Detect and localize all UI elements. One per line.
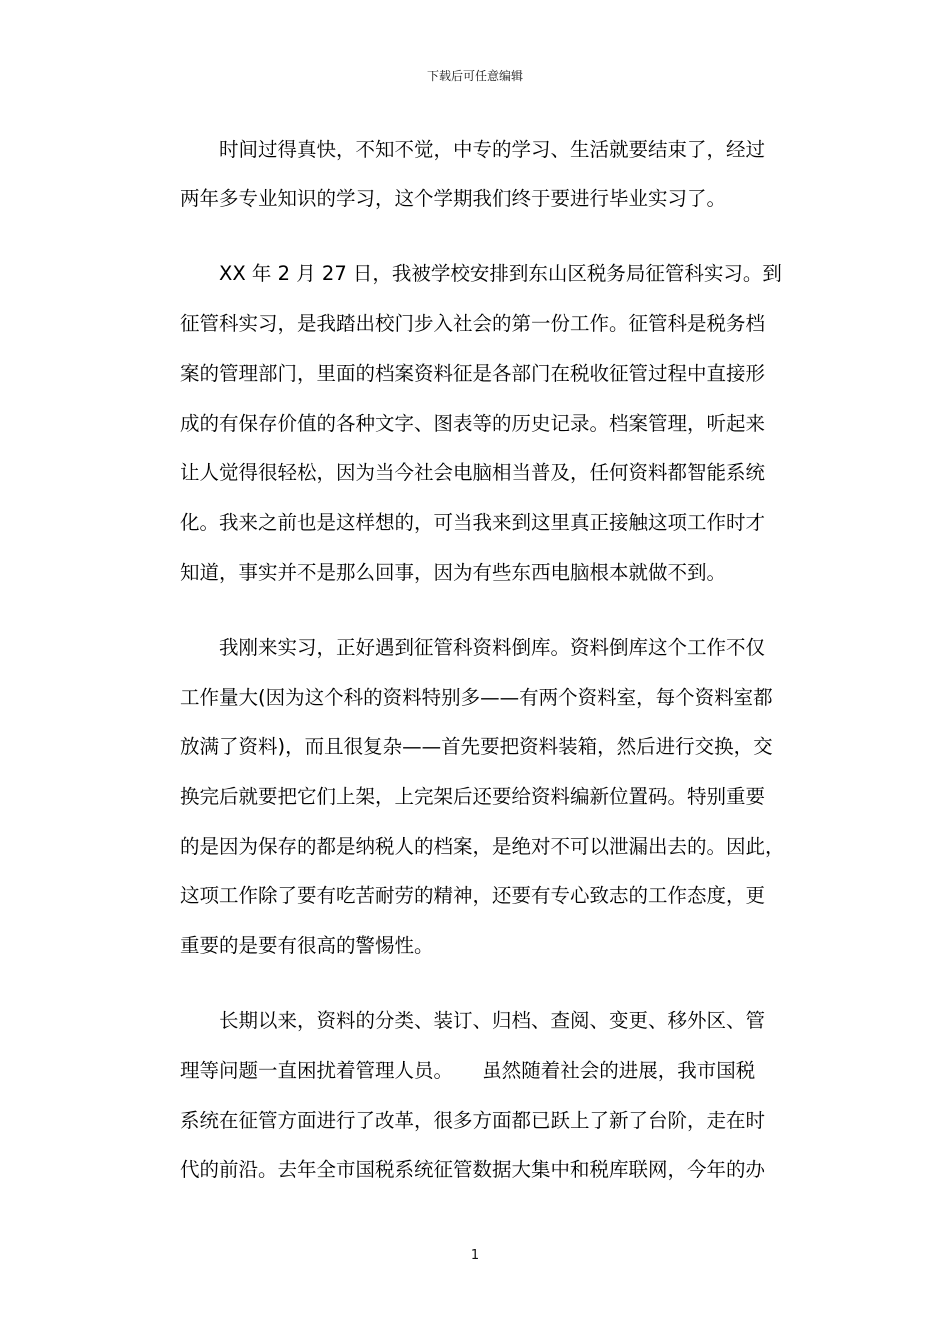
paragraph-4-line-4: 代的前沿。去年全市国税系统征管数据大集中和税库联网，今年的办	[180, 1158, 766, 1181]
paragraph-4-line-2: 理等问题一直困扰着管理人员。 虽然随着社会的进展，我市国税	[180, 1059, 756, 1082]
paragraph-3-line-3: 放满了资料)，而且很复杂——首先要把资料装箱，然后进行交换，交	[180, 735, 773, 758]
paragraph-2-line-5: 让人觉得很轻松，因为当今社会电脑相当普及，任何资料都智能系统	[180, 461, 766, 484]
paragraph-1-line-1: 时间过得真快，不知不觉，中专的学习、生活就要结束了，经过	[219, 138, 766, 161]
paragraph-2-line-4: 成的有保存价值的各种文字、图表等的历史记录。档案管理，听起来	[180, 412, 766, 435]
paragraph-2-line-2: 征管科实习，是我踏出校门步入社会的第一份工作。征管科是税务档	[180, 312, 766, 335]
paragraph-1-line-2: 两年多专业知识的学习，这个学期我们终于要进行毕业实习了。	[180, 187, 727, 210]
paragraph-3-line-6: 这项工作除了要有吃苦耐劳的精神，还要有专心致志的工作态度，更	[180, 884, 766, 907]
paragraph-3-line-7: 重要的是要有很高的警惕性。	[180, 934, 434, 957]
page-header: 下载后可任意编辑	[426, 69, 523, 83]
paragraph-2-line-7: 知道，事实并不是那么回事，因为有些东西电脑根本就做不到。	[180, 561, 727, 584]
paragraph-3-line-4: 换完后就要把它们上架，上完架后还要给资料编新位置码。特别重要	[180, 785, 766, 808]
paragraph-2-line-1: XX 年 2 月 27 日，我被学校安排到东山区税务局征管科实习。到	[219, 262, 782, 285]
paragraph-2-line-6: 化。我来之前也是这样想的，可当我来到这里真正接触这项工作时才	[180, 511, 766, 534]
paragraph-4-line-1: 长期以来，资料的分类、装订、归档、查阅、变更、移外区、管	[219, 1009, 766, 1032]
page-number: 1	[470, 1248, 480, 1263]
paragraph-4-line-3: 系统在征管方面进行了改革，很多方面都已跃上了新了台阶，走在时	[180, 1109, 766, 1132]
paragraph-2-line-3: 案的管理部门，里面的档案资料征是各部门在税收征管过程中直接形	[180, 362, 766, 385]
paragraph-3-line-5: 的是因为保存的都是纳税人的档案，是绝对不可以泄漏出去的。因此，	[180, 835, 785, 858]
paragraph-3-line-2: 工作量大(因为这个科的资料特别多——有两个资料室，每个资料室都	[180, 686, 773, 709]
paragraph-3-line-1: 我刚来实习，正好遇到征管科资料倒库。资料倒库这个工作不仅	[219, 636, 766, 659]
